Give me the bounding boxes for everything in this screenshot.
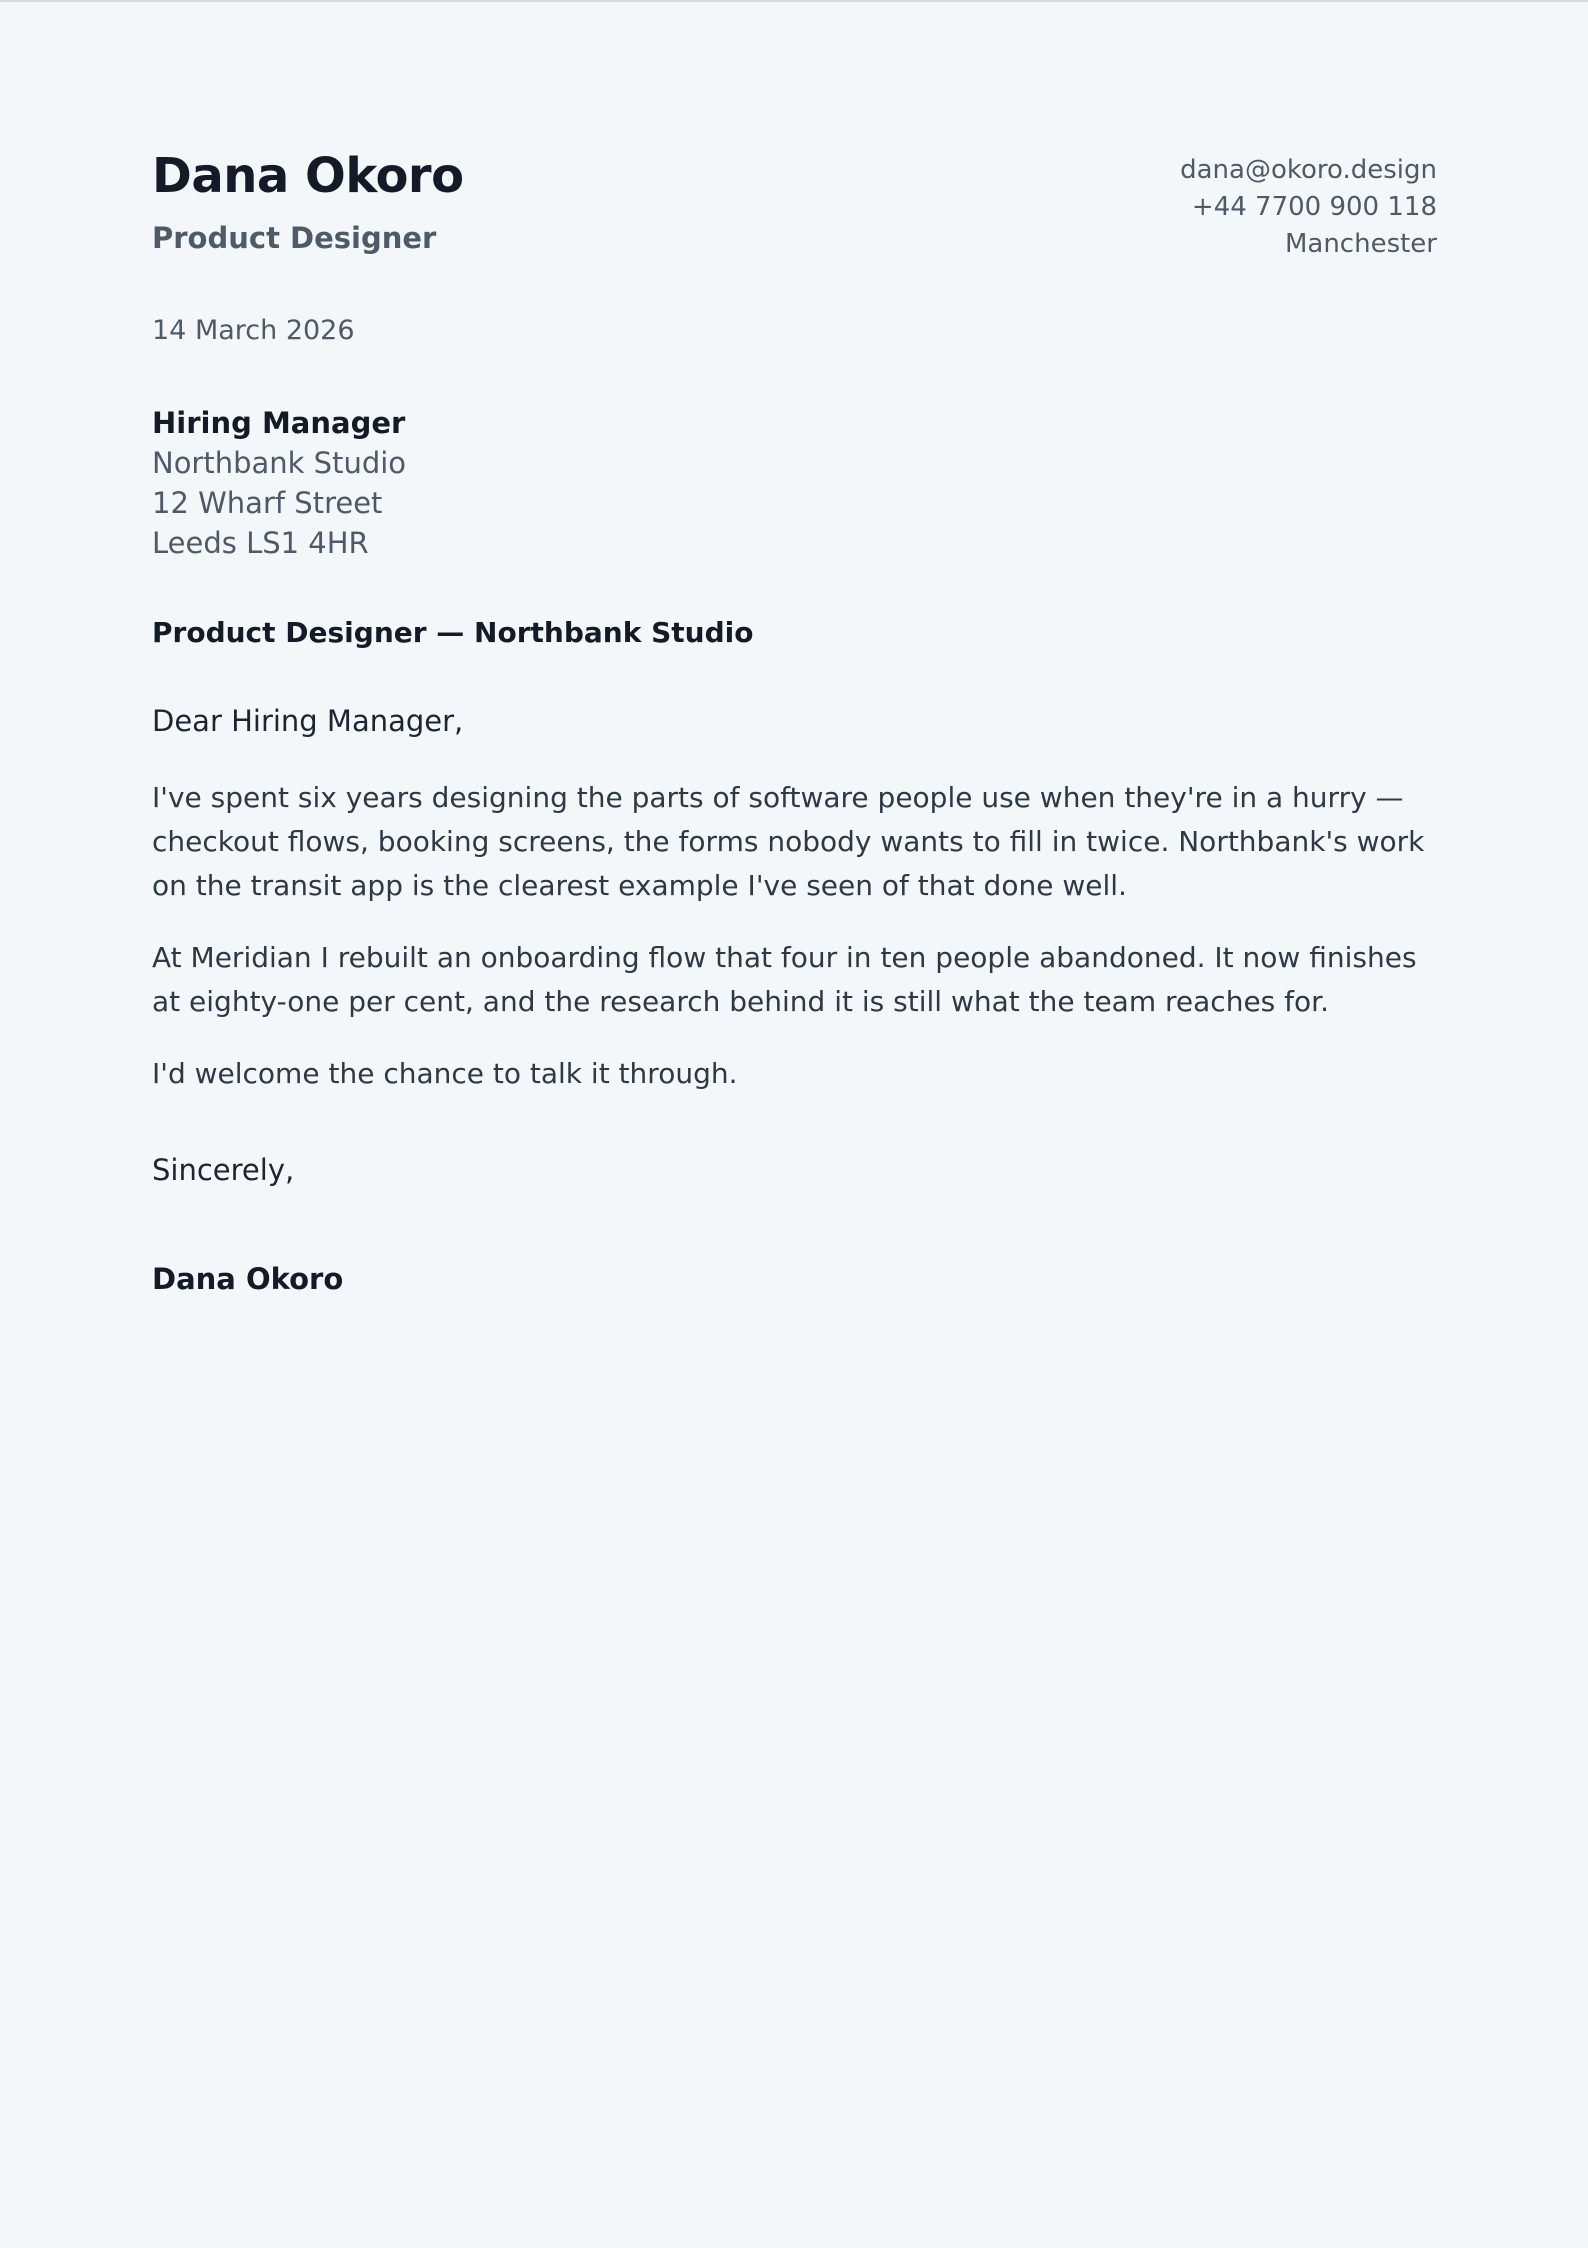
- recipient-street: 12 Wharf Street: [152, 486, 383, 520]
- contact-block: [1180, 152, 1437, 263]
- sender-email: dana@okoro.design: [1180, 155, 1437, 185]
- salutation: Dear Hiring Manager,: [152, 704, 464, 738]
- sender-role: Product Designer: [152, 221, 437, 255]
- body-paragraph: At Meridian I rebuilt an onboarding flow that four in ten people abandoned. It now finishes at eighty-one per cent, and the research behind it is still what the team reaches for.: [152, 941, 1417, 1018]
- closing: Sincerely,: [152, 1153, 295, 1187]
- sender-name: Dana Okoro: [152, 148, 464, 204]
- recipient-company: Northbank Studio: [152, 446, 407, 480]
- recipient-address: [152, 403, 406, 563]
- sender-phone: +44 7700 900 118: [1191, 192, 1437, 222]
- recipient-title: Hiring Manager: [152, 406, 406, 440]
- letter-date: 14 March 2026: [152, 315, 355, 346]
- signature: Dana Okoro: [152, 1262, 344, 1296]
- letter-body: [152, 776, 1437, 1124]
- body-paragraph: I've spent six years designing the parts of software people use when they're in a hurry — checkout flows, booking screens, the forms nobody wants to fill in twice. Northbank's work on the transit app is the clearest example I've seen of that done well.: [152, 781, 1425, 902]
- sender-city: Manchester: [1284, 229, 1437, 259]
- letter-subject: Product Designer — Northbank Studio: [152, 616, 754, 649]
- cover-letter: [152, 0, 1437, 1296]
- body-paragraph: I'd welcome the chance to talk it through.: [152, 1057, 738, 1090]
- letter-header: [152, 0, 1437, 270]
- recipient-city: Leeds LS1 4HR: [152, 526, 369, 560]
